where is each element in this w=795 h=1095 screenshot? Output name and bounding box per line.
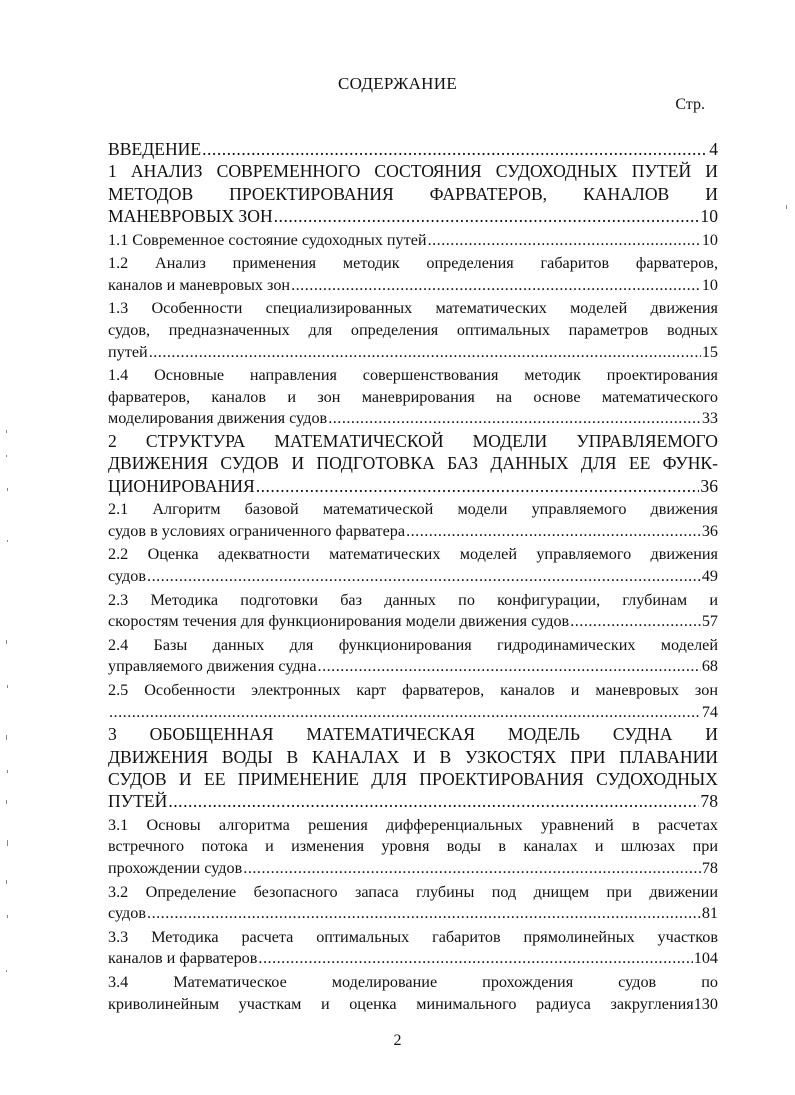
toc-entry[interactable]: 2 СТРУКТУРА МАТЕМАТИЧЕСКОЙ МОДЕЛИ УПРАВЛЯЕМОГО ДВИЖЕНИЯ СУДОВ И ПОДГОТОВКА БАЗ ДАННЫХ ДЛЯ ЕЕ ФУНК- ЦИОНИРОВАНИЯ ..... 36 — [108, 430, 718, 497]
toc-entry[interactable]: 3.2 Определение безопасного запаса глубины под днищем при движении судов ..... 81 — [108, 882, 718, 925]
leader-dots — [291, 275, 701, 297]
page-column-label: Стр. — [675, 96, 705, 113]
leader-dots — [328, 408, 701, 430]
leader-dots — [168, 790, 699, 812]
leader-dots — [428, 230, 701, 252]
leader-dots — [243, 858, 701, 880]
toc-entry[interactable]: 3.1 Основы алгоритма решения дифференциальных уравнений в расчетах встречного потока и изменения уровня воды в каналах и шлюзах при прохождении судов ..... 78 — [108, 815, 718, 880]
toc-page-number: 10 — [700, 206, 718, 227]
toc-entry[interactable]: ВВЕДЕНИЕ ..... 4 — [108, 138, 718, 160]
toc-entry[interactable]: 1 АНАЛИЗ СОВРЕМЕННОГО СОСТОЯНИЯ СУДОХОДНЫХ ПУТЕЙ И МЕТОДОВ ПРОЕКТИРОВАНИЯ ФАРВАТЕРОВ, КАНАЛОВ И МАНЕВРОВЫХ ЗОН ..... 10 — [108, 160, 718, 227]
leader-dots — [256, 475, 700, 497]
toc-entry[interactable]: 1.1 Современное состояние судоходных путей ..... 10 — [108, 230, 718, 252]
toc-page-number: 10 — [701, 230, 718, 249]
leader-dots — [147, 903, 701, 925]
toc-page-number: 4 — [709, 139, 718, 159]
toc-page-number: 36 — [700, 475, 718, 496]
page-title: СОДЕРЖАНИЕ — [337, 74, 458, 93]
leader-dots — [149, 342, 701, 364]
toc-entry[interactable]: 3 ОБОБЩЕННАЯ МАТЕМАТИЧЕСКАЯ МОДЕЛЬ СУДНА И ДВИЖЕНИЯ ВОДЫ В КАНАЛАХ И В УЗКОСТЯХ ПРИ ПЛАВАНИИ СУДОВ И ЕЕ ПРИМЕНЕНИЕ ДЛЯ ПРОЕКТИРОВАНИЯ СУДОХОДНЫХ ПУТЕЙ ..... 78 — [108, 723, 718, 813]
toc-entry[interactable]: 2.5 Особенности электронных карт фарватеров, каналов и маневровых зон ..... 74 — [108, 680, 718, 723]
toc-entry[interactable]: 2.4 Базы данных для функционирования гидродинамических моделей управляемого движения судна ..... 68 — [108, 635, 718, 678]
toc-page-number: 57 — [701, 612, 718, 631]
toc-page-number: 68 — [701, 657, 718, 676]
toc-page-number: 81 — [701, 904, 718, 923]
leader-dots — [147, 566, 701, 588]
leader-dots — [406, 521, 701, 543]
toc-entry[interactable]: 3.4 Математическое моделирование прохождения судов по криволинейным участкам и оценка минимального радиуса закругления130 — [108, 972, 718, 1013]
toc-entry[interactable]: 2.1 Алгоритм базовой математической модели управляемого движения судов в условиях ограниченного фарватера ..... 36 — [108, 499, 718, 542]
toc-page-number: 36 — [701, 521, 718, 540]
table-of-contents — [108, 138, 718, 1015]
page-number: 2 — [393, 1032, 402, 1049]
toc-entry[interactable]: 3.3 Методика расчета оптимальных габаритов прямолинейных участков каналов и фарватеров ..... 104 — [108, 927, 718, 970]
toc-page-number: 78 — [700, 791, 718, 812]
toc-entry[interactable]: 2.2 Оценка адекватности математических моделей управляемого движения судов ..... 49 — [108, 544, 718, 587]
leader-dots — [318, 656, 701, 678]
toc-entry[interactable]: 1.4 Основные направления совершенствования методик проектирования фарватеров, каналов и зон маневрирования на основе математического моделирования движения судов ..... 33 — [108, 365, 718, 430]
toc-page-number: 15 — [701, 342, 718, 361]
toc-page-number: 104 — [693, 949, 718, 968]
leader-dots — [570, 611, 701, 633]
leader-dots — [109, 702, 701, 724]
toc-entry[interactable]: 2.3 Методика подготовки баз данных по конфигурации, глубинам и скоростям течения для функционирования модели движения судов ..... 57 — [108, 590, 718, 633]
leader-dots — [258, 948, 692, 970]
toc-entry[interactable]: 1.3 Особенности специализированных математических моделей движения судов, предназначенных для определения оптимальных параметров водных путей ..... 15 — [108, 298, 718, 363]
toc-entry[interactable]: 1.2 Анализ применения методик определения габаритов фарватеров, каналов и маневровых зон ..... 10 — [108, 253, 718, 296]
leader-dots — [274, 205, 700, 227]
toc-page-number: 78 — [701, 858, 718, 877]
toc-page-number: 49 — [701, 566, 718, 585]
toc-page-number: 10 — [701, 275, 718, 294]
toc-page-number: 33 — [701, 409, 718, 428]
leader-dots — [202, 138, 708, 160]
toc-page-number: 74 — [701, 702, 718, 721]
